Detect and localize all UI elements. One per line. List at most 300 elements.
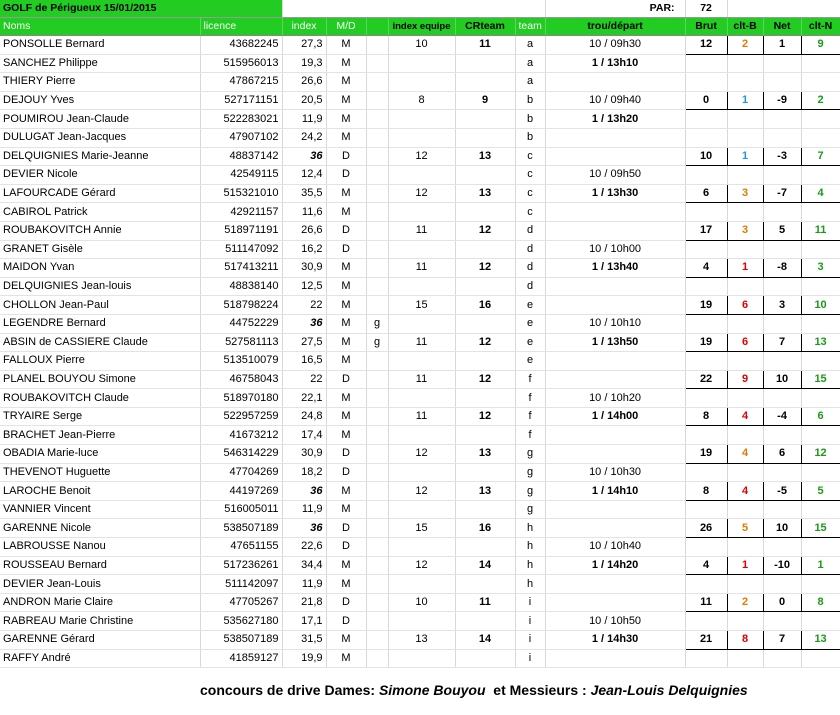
cell-brut: 12 bbox=[685, 36, 727, 55]
cell-brut: 8 bbox=[685, 482, 727, 501]
cell-clt-n bbox=[801, 389, 840, 408]
player-row bbox=[0, 463, 840, 482]
cell-index-equipe: 12 bbox=[388, 482, 455, 501]
cell-licence: 47704269 bbox=[200, 463, 282, 482]
cell-index: 30,9 bbox=[282, 445, 326, 464]
cell-index: 36 bbox=[282, 147, 326, 166]
cell-clt-b bbox=[727, 612, 763, 631]
cell-clt-n bbox=[801, 426, 840, 445]
cell-flag bbox=[366, 407, 388, 426]
cell-brut bbox=[685, 54, 727, 73]
cell-name: DEJOUY Yves bbox=[0, 91, 200, 110]
cell-flag bbox=[366, 612, 388, 631]
cell-brut: 19 bbox=[685, 333, 727, 352]
cell-net bbox=[763, 538, 801, 557]
par-value: 72 bbox=[685, 0, 727, 18]
cell-clt-n: 13 bbox=[801, 631, 840, 650]
cell-brut: 19 bbox=[685, 445, 727, 464]
cell-index: 24,2 bbox=[282, 128, 326, 147]
cell-md: M bbox=[326, 575, 366, 594]
cell-index: 21,8 bbox=[282, 593, 326, 612]
cell-team: i bbox=[515, 649, 545, 668]
cell-net bbox=[763, 463, 801, 482]
cell-index-equipe: 12 bbox=[388, 184, 455, 203]
cell-team: a bbox=[515, 73, 545, 92]
cell-md: M bbox=[326, 36, 366, 55]
cell-crteam bbox=[455, 128, 515, 147]
cell-name: MAIDON Yvan bbox=[0, 259, 200, 278]
cell-clt-b bbox=[727, 352, 763, 371]
cell-team: g bbox=[515, 445, 545, 464]
cell-crteam bbox=[455, 389, 515, 408]
cell-trou-depart: 10 / 10h30 bbox=[545, 463, 685, 482]
cell-team: g bbox=[515, 463, 545, 482]
cell-trou-depart: 10 / 10h40 bbox=[545, 538, 685, 557]
cell-crteam bbox=[455, 314, 515, 333]
cell-team: e bbox=[515, 296, 545, 315]
cell-team: f bbox=[515, 389, 545, 408]
cell-licence: 516005011 bbox=[200, 500, 282, 519]
cell-index-equipe bbox=[388, 54, 455, 73]
cell-trou-depart: 10 / 09h30 bbox=[545, 36, 685, 55]
cell-trou-depart bbox=[545, 203, 685, 222]
cell-md: M bbox=[326, 110, 366, 129]
col-index: index bbox=[282, 18, 326, 36]
cell-index-equipe bbox=[388, 240, 455, 259]
cell-brut bbox=[685, 203, 727, 222]
cell-crteam bbox=[455, 73, 515, 92]
cell-flag: g bbox=[366, 333, 388, 352]
cell-flag bbox=[366, 538, 388, 557]
col-licence: licence bbox=[200, 18, 282, 36]
cell-md: M bbox=[326, 333, 366, 352]
cell-flag bbox=[366, 166, 388, 185]
cell-net bbox=[763, 166, 801, 185]
cell-clt-b bbox=[727, 463, 763, 482]
cell-index-equipe bbox=[388, 649, 455, 668]
cell-index: 11,9 bbox=[282, 575, 326, 594]
cell-licence: 527581113 bbox=[200, 333, 282, 352]
cell-licence: 518971191 bbox=[200, 221, 282, 240]
cell-team: d bbox=[515, 259, 545, 278]
cell-name: RABREAU Marie Christine bbox=[0, 612, 200, 631]
player-row bbox=[0, 36, 840, 55]
cell-licence: 546314229 bbox=[200, 445, 282, 464]
cell-crteam: 12 bbox=[455, 333, 515, 352]
player-row bbox=[0, 631, 840, 650]
cell-clt-b: 3 bbox=[727, 184, 763, 203]
player-row bbox=[0, 575, 840, 594]
col-team: team bbox=[515, 18, 545, 36]
cell-flag bbox=[366, 370, 388, 389]
cell-md: D bbox=[326, 612, 366, 631]
cell-flag bbox=[366, 593, 388, 612]
cell-crteam: 16 bbox=[455, 519, 515, 538]
cell-name: DEVIER Jean-Louis bbox=[0, 575, 200, 594]
cell-trou-depart bbox=[545, 593, 685, 612]
cell-flag bbox=[366, 519, 388, 538]
cell-md: M bbox=[326, 649, 366, 668]
cell-licence: 42549115 bbox=[200, 166, 282, 185]
cell-name: PONSOLLE Bernard bbox=[0, 36, 200, 55]
cell-trou-depart bbox=[545, 649, 685, 668]
cell-team: g bbox=[515, 500, 545, 519]
cell-crteam bbox=[455, 203, 515, 222]
col-flag bbox=[366, 18, 388, 36]
cell-md: D bbox=[326, 538, 366, 557]
cell-clt-n: 2 bbox=[801, 91, 840, 110]
cell-licence: 517413211 bbox=[200, 259, 282, 278]
cell-index-equipe: 12 bbox=[388, 445, 455, 464]
player-row bbox=[0, 221, 840, 240]
cell-flag bbox=[366, 36, 388, 55]
cell-brut bbox=[685, 240, 727, 259]
cell-flag bbox=[366, 147, 388, 166]
cell-net: 10 bbox=[763, 519, 801, 538]
cell-index: 24,8 bbox=[282, 407, 326, 426]
cell-trou-depart: 10 / 10h50 bbox=[545, 612, 685, 631]
cell-md: M bbox=[326, 128, 366, 147]
cell-brut bbox=[685, 166, 727, 185]
cell-clt-n: 4 bbox=[801, 184, 840, 203]
player-row bbox=[0, 519, 840, 538]
cell-index: 17,1 bbox=[282, 612, 326, 631]
cell-flag bbox=[366, 352, 388, 371]
cell-trou-depart: 1 / 13h20 bbox=[545, 110, 685, 129]
cell-licence: 47907102 bbox=[200, 128, 282, 147]
cell-net: -10 bbox=[763, 556, 801, 575]
cell-index-equipe bbox=[388, 128, 455, 147]
cell-md: M bbox=[326, 296, 366, 315]
cell-brut bbox=[685, 538, 727, 557]
cell-name: THIERY Pierre bbox=[0, 73, 200, 92]
cell-name: DEVIER Nicole bbox=[0, 166, 200, 185]
player-row bbox=[0, 538, 840, 557]
cell-md: M bbox=[326, 352, 366, 371]
cell-flag bbox=[366, 110, 388, 129]
cell-flag bbox=[366, 500, 388, 519]
player-row bbox=[0, 407, 840, 426]
player-row bbox=[0, 389, 840, 408]
cell-brut: 4 bbox=[685, 556, 727, 575]
cell-clt-b: 4 bbox=[727, 407, 763, 426]
cell-licence: 511142097 bbox=[200, 575, 282, 594]
col-noms: Noms bbox=[0, 18, 200, 36]
cell-name: POUMIROU Jean-Claude bbox=[0, 110, 200, 129]
cell-index-equipe bbox=[388, 389, 455, 408]
cell-flag bbox=[366, 556, 388, 575]
cell-trou-depart bbox=[545, 426, 685, 445]
cell-clt-n bbox=[801, 240, 840, 259]
cell-brut bbox=[685, 352, 727, 371]
cell-index-equipe bbox=[388, 277, 455, 296]
cell-name: PLANEL BOUYOU Simone bbox=[0, 370, 200, 389]
cell-trou-depart bbox=[545, 500, 685, 519]
cell-clt-b: 1 bbox=[727, 556, 763, 575]
cell-crteam bbox=[455, 54, 515, 73]
cell-crteam bbox=[455, 166, 515, 185]
footer-prefix: concours de drive Dames: bbox=[200, 682, 379, 698]
cell-index-equipe: 11 bbox=[388, 407, 455, 426]
cell-name: LAROCHE Benoit bbox=[0, 482, 200, 501]
cell-index: 18,2 bbox=[282, 463, 326, 482]
cell-team: c bbox=[515, 166, 545, 185]
cell-crteam bbox=[455, 612, 515, 631]
cell-net bbox=[763, 352, 801, 371]
cell-brut bbox=[685, 463, 727, 482]
cell-index-equipe bbox=[388, 612, 455, 631]
cell-brut bbox=[685, 426, 727, 445]
blank-title-cell-2 bbox=[727, 0, 840, 18]
player-row bbox=[0, 277, 840, 296]
cell-flag: g bbox=[366, 314, 388, 333]
cell-trou-depart bbox=[545, 352, 685, 371]
title-row bbox=[0, 0, 840, 18]
cell-licence: 518798224 bbox=[200, 296, 282, 315]
cell-brut: 8 bbox=[685, 407, 727, 426]
cell-clt-b: 3 bbox=[727, 221, 763, 240]
cell-crteam: 9 bbox=[455, 91, 515, 110]
cell-licence: 538507189 bbox=[200, 519, 282, 538]
cell-clt-b bbox=[727, 314, 763, 333]
cell-index-equipe bbox=[388, 426, 455, 445]
par-label: PAR: bbox=[545, 0, 685, 18]
cell-md: D bbox=[326, 147, 366, 166]
cell-flag bbox=[366, 296, 388, 315]
col-crteam: CRteam bbox=[455, 18, 515, 36]
cell-md: M bbox=[326, 314, 366, 333]
cell-licence: 522957259 bbox=[200, 407, 282, 426]
cell-clt-b bbox=[727, 538, 763, 557]
cell-net bbox=[763, 612, 801, 631]
cell-index-equipe bbox=[388, 538, 455, 557]
cell-team: e bbox=[515, 352, 545, 371]
cell-clt-b: 2 bbox=[727, 593, 763, 612]
player-row bbox=[0, 203, 840, 222]
cell-licence: 518970180 bbox=[200, 389, 282, 408]
cell-crteam: 13 bbox=[455, 482, 515, 501]
cell-net: -4 bbox=[763, 407, 801, 426]
cell-team: h bbox=[515, 538, 545, 557]
cell-clt-b: 6 bbox=[727, 296, 763, 315]
col-net: Net bbox=[763, 18, 801, 36]
cell-licence: 47867215 bbox=[200, 73, 282, 92]
cell-clt-n bbox=[801, 277, 840, 296]
cell-index-equipe: 11 bbox=[388, 259, 455, 278]
cell-index-equipe bbox=[388, 203, 455, 222]
cell-clt-n: 10 bbox=[801, 296, 840, 315]
cell-net: 10 bbox=[763, 370, 801, 389]
cell-md: D bbox=[326, 463, 366, 482]
cell-net bbox=[763, 73, 801, 92]
cell-net: 5 bbox=[763, 221, 801, 240]
cell-clt-b bbox=[727, 240, 763, 259]
cell-crteam bbox=[455, 426, 515, 445]
cell-name: LABROUSSE Nanou bbox=[0, 538, 200, 557]
cell-name: ROUSSEAU Bernard bbox=[0, 556, 200, 575]
cell-net bbox=[763, 128, 801, 147]
cell-clt-b: 8 bbox=[727, 631, 763, 650]
cell-trou-depart: 10 / 10h00 bbox=[545, 240, 685, 259]
cell-clt-b bbox=[727, 166, 763, 185]
player-row bbox=[0, 612, 840, 631]
cell-net bbox=[763, 277, 801, 296]
cell-index-equipe: 15 bbox=[388, 296, 455, 315]
cell-flag bbox=[366, 91, 388, 110]
cell-net bbox=[763, 389, 801, 408]
cell-clt-n bbox=[801, 54, 840, 73]
player-row bbox=[0, 352, 840, 371]
cell-net: 6 bbox=[763, 445, 801, 464]
player-row bbox=[0, 556, 840, 575]
cell-name: ROUBAKOVITCH Claude bbox=[0, 389, 200, 408]
player-row bbox=[0, 314, 840, 333]
cell-crteam bbox=[455, 277, 515, 296]
cell-flag bbox=[366, 426, 388, 445]
cell-index: 35,5 bbox=[282, 184, 326, 203]
cell-index: 36 bbox=[282, 314, 326, 333]
cell-md: M bbox=[326, 184, 366, 203]
header-row bbox=[0, 18, 840, 36]
cell-md: D bbox=[326, 445, 366, 464]
cell-name: GARENNE Gérard bbox=[0, 631, 200, 650]
cell-net: 7 bbox=[763, 631, 801, 650]
cell-team: h bbox=[515, 575, 545, 594]
cell-clt-n bbox=[801, 314, 840, 333]
drive-contest-note bbox=[200, 682, 748, 698]
cell-team: f bbox=[515, 370, 545, 389]
cell-brut bbox=[685, 575, 727, 594]
cell-flag bbox=[366, 649, 388, 668]
cell-clt-b: 4 bbox=[727, 445, 763, 464]
cell-md: M bbox=[326, 482, 366, 501]
cell-brut: 6 bbox=[685, 184, 727, 203]
cell-trou-depart: 1 / 13h50 bbox=[545, 333, 685, 352]
cell-net bbox=[763, 110, 801, 129]
cell-clt-b: 2 bbox=[727, 36, 763, 55]
cell-index-equipe: 11 bbox=[388, 333, 455, 352]
cell-trou-depart bbox=[545, 277, 685, 296]
cell-team: f bbox=[515, 426, 545, 445]
cell-flag bbox=[366, 259, 388, 278]
footer-middle: et Messieurs : bbox=[485, 682, 591, 698]
player-row bbox=[0, 54, 840, 73]
cell-brut: 10 bbox=[685, 147, 727, 166]
cell-clt-b bbox=[727, 73, 763, 92]
cell-team: c bbox=[515, 184, 545, 203]
cell-team: d bbox=[515, 240, 545, 259]
cell-trou-depart: 1 / 14h30 bbox=[545, 631, 685, 650]
cell-flag bbox=[366, 389, 388, 408]
cell-index: 31,5 bbox=[282, 631, 326, 650]
cell-licence: 527171151 bbox=[200, 91, 282, 110]
cell-crteam: 12 bbox=[455, 370, 515, 389]
cell-trou-depart bbox=[545, 221, 685, 240]
cell-md: M bbox=[326, 73, 366, 92]
cell-index-equipe: 10 bbox=[388, 36, 455, 55]
cell-crteam bbox=[455, 352, 515, 371]
cell-trou-depart bbox=[545, 73, 685, 92]
cell-index-equipe bbox=[388, 463, 455, 482]
cell-clt-n: 6 bbox=[801, 407, 840, 426]
cell-clt-n: 15 bbox=[801, 370, 840, 389]
cell-crteam bbox=[455, 110, 515, 129]
cell-clt-n: 8 bbox=[801, 593, 840, 612]
player-row bbox=[0, 500, 840, 519]
cell-flag bbox=[366, 445, 388, 464]
cell-index: 36 bbox=[282, 519, 326, 538]
cell-licence: 513510079 bbox=[200, 352, 282, 371]
cell-index-equipe: 13 bbox=[388, 631, 455, 650]
cell-index-equipe: 8 bbox=[388, 91, 455, 110]
cell-team: b bbox=[515, 128, 545, 147]
cell-trou-depart: 10 / 10h20 bbox=[545, 389, 685, 408]
player-row bbox=[0, 91, 840, 110]
cell-name: ANDRON Marie Claire bbox=[0, 593, 200, 612]
cell-brut: 17 bbox=[685, 221, 727, 240]
cell-trou-depart: 10 / 10h10 bbox=[545, 314, 685, 333]
cell-crteam bbox=[455, 538, 515, 557]
cell-licence: 43682245 bbox=[200, 36, 282, 55]
cell-flag bbox=[366, 54, 388, 73]
cell-net bbox=[763, 649, 801, 668]
cell-clt-n bbox=[801, 500, 840, 519]
player-row bbox=[0, 110, 840, 129]
cell-md: D bbox=[326, 221, 366, 240]
cell-name: LAFOURCADE Gérard bbox=[0, 184, 200, 203]
cell-licence: 48838140 bbox=[200, 277, 282, 296]
cell-clt-b bbox=[727, 203, 763, 222]
cell-index-equipe bbox=[388, 500, 455, 519]
cell-crteam: 14 bbox=[455, 631, 515, 650]
cell-team: g bbox=[515, 482, 545, 501]
cell-index: 12,5 bbox=[282, 277, 326, 296]
cell-trou-depart: 1 / 14h00 bbox=[545, 407, 685, 426]
cell-clt-n: 5 bbox=[801, 482, 840, 501]
cell-brut: 22 bbox=[685, 370, 727, 389]
cell-clt-b bbox=[727, 575, 763, 594]
player-row bbox=[0, 147, 840, 166]
cell-trou-depart: 10 / 09h50 bbox=[545, 166, 685, 185]
player-row bbox=[0, 73, 840, 92]
cell-net: -8 bbox=[763, 259, 801, 278]
cell-trou-depart: 1 / 13h30 bbox=[545, 184, 685, 203]
cell-clt-n bbox=[801, 575, 840, 594]
cell-name: OBADIA Marie-luce bbox=[0, 445, 200, 464]
cell-net: 1 bbox=[763, 36, 801, 55]
cell-team: a bbox=[515, 54, 545, 73]
cell-clt-n: 3 bbox=[801, 259, 840, 278]
cell-net: -5 bbox=[763, 482, 801, 501]
blank-title-cell bbox=[282, 0, 545, 18]
cell-clt-b bbox=[727, 426, 763, 445]
cell-brut: 21 bbox=[685, 631, 727, 650]
cell-flag bbox=[366, 463, 388, 482]
cell-flag bbox=[366, 128, 388, 147]
cell-name: RAFFY André bbox=[0, 649, 200, 668]
cell-team: d bbox=[515, 221, 545, 240]
cell-clt-n bbox=[801, 203, 840, 222]
cell-brut bbox=[685, 612, 727, 631]
cell-md: M bbox=[326, 556, 366, 575]
cell-team: b bbox=[515, 110, 545, 129]
cell-index: 22 bbox=[282, 370, 326, 389]
player-row bbox=[0, 370, 840, 389]
cell-clt-b: 4 bbox=[727, 482, 763, 501]
cell-trou-depart: 10 / 09h40 bbox=[545, 91, 685, 110]
cell-licence: 41673212 bbox=[200, 426, 282, 445]
cell-crteam: 16 bbox=[455, 296, 515, 315]
